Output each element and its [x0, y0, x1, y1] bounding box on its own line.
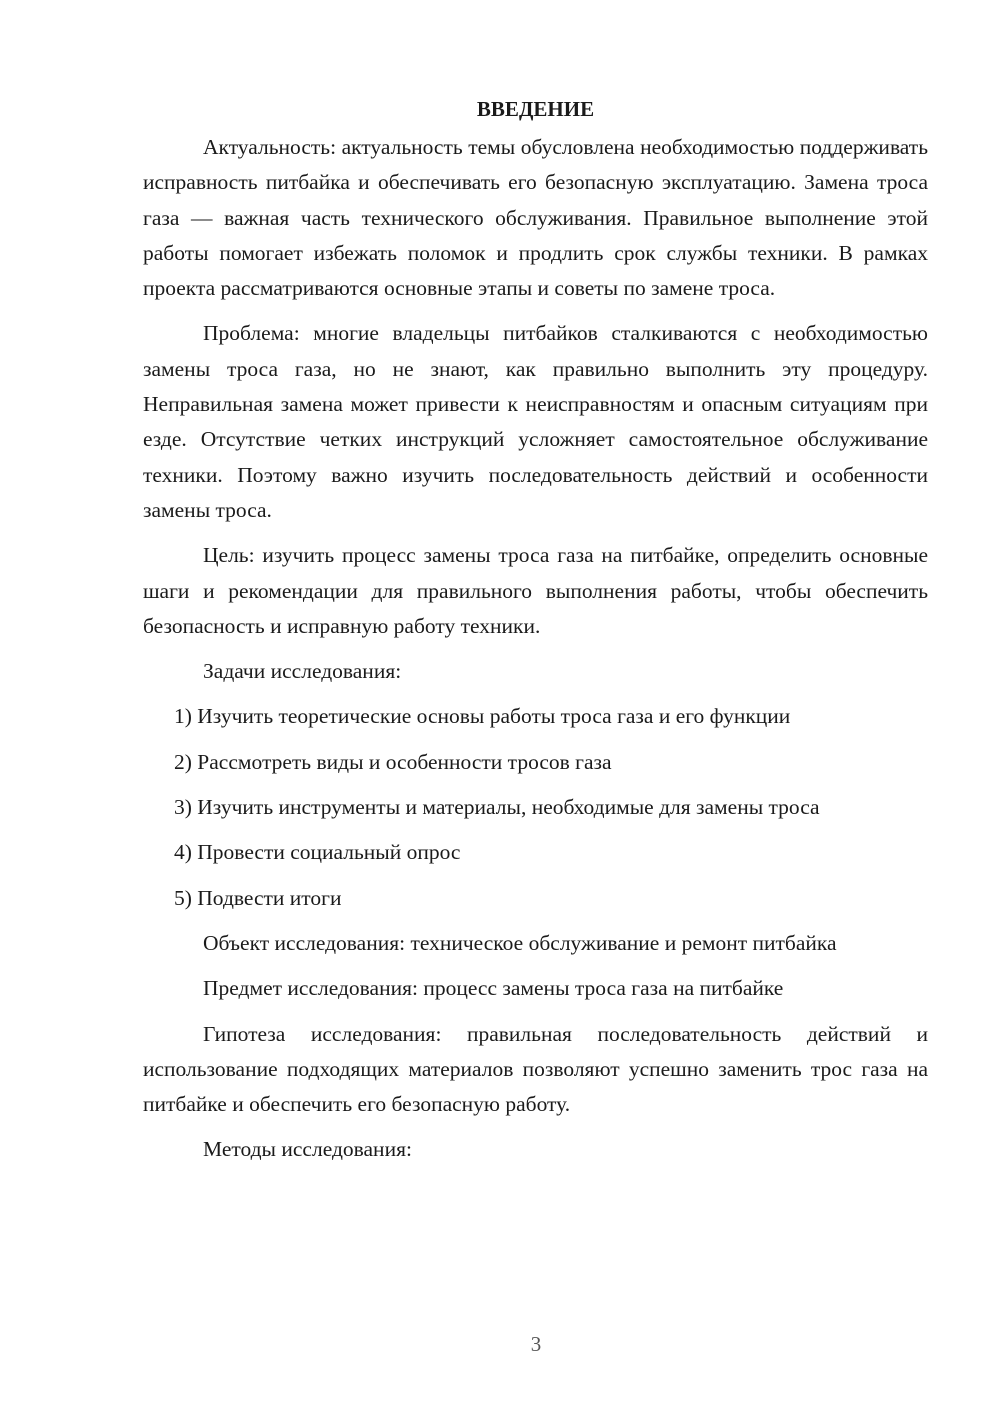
list-item: 2) Рассмотреть виды и особенности тросов газа [174, 749, 612, 774]
list-item: 3) Изучить инструменты и материалы, необходимые для замены троса [174, 795, 820, 820]
page-number: 3 [530, 1332, 542, 1356]
list-item: 4) Провести социальный опрос [174, 840, 461, 865]
paragraph-object: Объект исследования: техническое обслуживание и ремонт питбайка [203, 930, 837, 955]
document-title: ВВЕДЕНИЕ [476, 97, 595, 121]
tasks-heading: Задачи исследования: [203, 659, 402, 684]
paragraph-relevance: Актуальность: актуальность темы обусловлена необходимостью поддерживать исправность питбайка и обеспечивать его безопасную эксплуатацию. Замена троса газа — важная часть технического обслуживания. Правильное выполнение этой работы помогает избежать поломок и продлить срок службы техники. В рамках проекта рассматриваются основные этапы и советы по замене троса. [143, 135, 928, 301]
tasks-list [143, 699, 928, 915]
document-page [143, 92, 928, 1178]
methods-heading: Методы исследования: [203, 1137, 412, 1162]
paragraph-subject: Предмет исследования: процесс замены троса газа на питбайке [203, 976, 784, 1001]
paragraph-goal: Цель: изучить процесс замены троса газа на питбайке, определить основные шаги и рекомендации для правильного выполнения работы, чтобы обеспечить безопасность и исправную работу техники. [143, 543, 928, 638]
paragraph-problem: Проблема: многие владельцы питбайков сталкиваются с необходимостью замены троса газа, но не знают, как правильно выполнить эту процедуру. Неправильная замена может привести к неисправностям и опасным ситуациям при езде. Отсутствие четких инструкций усложняет самостоятельное обслуживание техники. Поэтому важно изучить последовательность действий и особенности замены троса. [143, 321, 928, 522]
list-item: 1) Изучить теоретические основы работы троса газа и его функции [174, 704, 791, 729]
paragraph-hypothesis: Гипотеза исследования: правильная последовательность действий и использование подходящих материалов позволяют успешно заменить трос газа на питбайке и обеспечить его безопасную работу. [143, 1021, 928, 1117]
list-item: 5) Подвести итоги [174, 885, 342, 910]
